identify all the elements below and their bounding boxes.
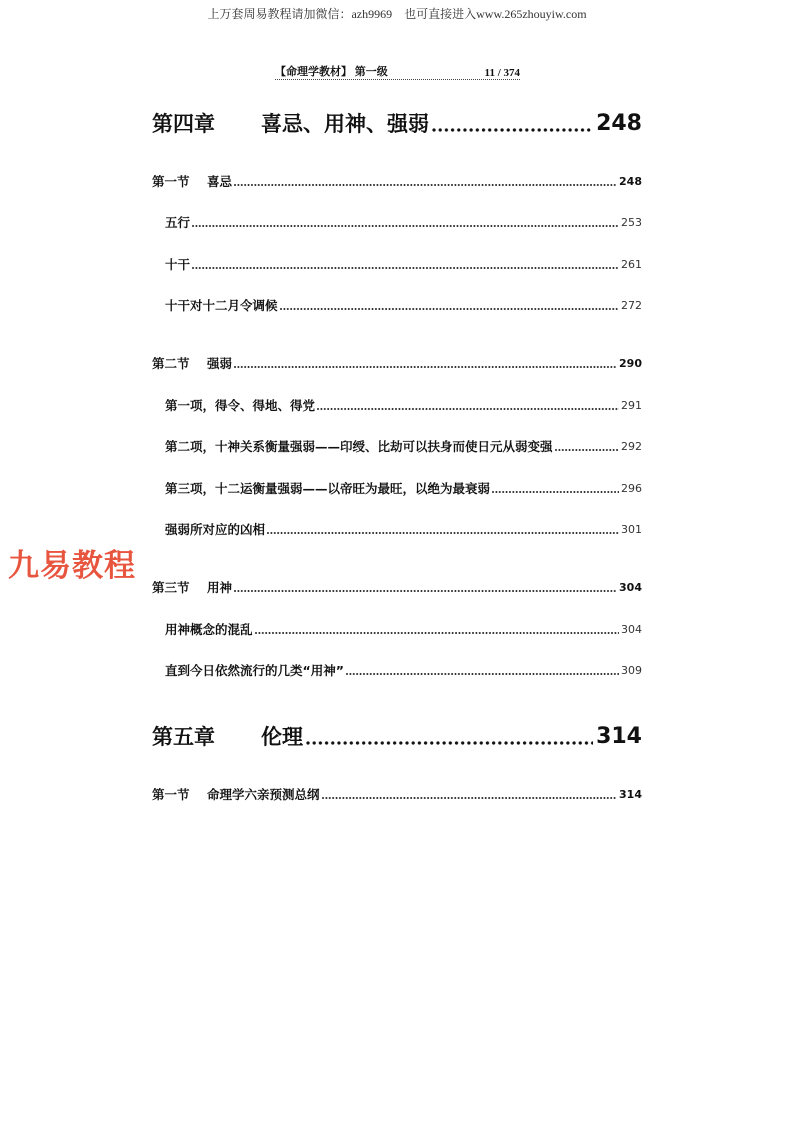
item-label: 十干对十二月令调候 bbox=[165, 298, 278, 313]
item-label: 强弱所对应的凶相 bbox=[165, 522, 266, 537]
section-title: 强弱 bbox=[207, 356, 233, 371]
chapter-page: 248 bbox=[596, 111, 642, 136]
item-page: 292 bbox=[621, 440, 642, 453]
dot-leader bbox=[346, 673, 619, 676]
toc-chapter-5[interactable] bbox=[152, 723, 642, 751]
item-page: 304 bbox=[621, 623, 642, 636]
item-label: 直到今日依然流行的几类“用神” bbox=[165, 663, 344, 678]
header-page-number: 11 / 374 bbox=[484, 67, 520, 79]
running-header bbox=[275, 64, 520, 80]
section-number: 第一节 bbox=[152, 174, 190, 189]
item-label: 第三项，十二运衡量强弱——以帝旺为最旺，以绝为最衰弱 bbox=[165, 481, 491, 496]
dot-leader bbox=[192, 225, 619, 228]
item-page: 253 bbox=[621, 216, 642, 229]
toc-chapter-4[interactable] bbox=[152, 110, 642, 138]
toc-section-5-1[interactable] bbox=[152, 787, 642, 803]
item-page: 301 bbox=[621, 523, 642, 536]
item-page: 272 bbox=[621, 299, 642, 312]
dot-leader bbox=[234, 366, 617, 369]
dot-leader bbox=[267, 532, 619, 535]
dot-leader bbox=[317, 408, 619, 411]
header-title: 【命理学教材】 第一级 bbox=[275, 66, 388, 78]
item-label: 十干 bbox=[165, 257, 191, 272]
chapter-number: 第四章 bbox=[152, 112, 215, 136]
section-title: 喜忌 bbox=[207, 174, 233, 189]
chapter-number: 第五章 bbox=[152, 725, 215, 749]
item-label: 五行 bbox=[165, 215, 191, 230]
item-label: 用神概念的混乱 bbox=[165, 622, 253, 637]
dot-leader bbox=[255, 632, 619, 635]
item-page: 291 bbox=[621, 399, 642, 412]
toc-item[interactable] bbox=[165, 522, 642, 538]
section-title: 命理学六亲预测总纲 bbox=[207, 787, 320, 802]
dot-leader bbox=[234, 590, 617, 593]
section-page: 304 bbox=[619, 581, 642, 594]
top-banner-note: 上万套周易教程请加微信：azh9969 也可直接进入www.265zhouyiw.com bbox=[207, 7, 587, 21]
item-label: 第一项，得令、得地、得党 bbox=[165, 398, 316, 413]
toc-item[interactable] bbox=[165, 439, 642, 455]
section-title: 用神 bbox=[207, 580, 233, 595]
section-page: 314 bbox=[619, 788, 642, 801]
dot-leader bbox=[234, 184, 617, 187]
toc-section-2[interactable] bbox=[152, 356, 642, 372]
section-page: 290 bbox=[619, 357, 642, 370]
section-page: 248 bbox=[619, 175, 642, 188]
toc-section-1[interactable] bbox=[152, 174, 642, 190]
toc-item[interactable] bbox=[165, 215, 642, 231]
dot-leader bbox=[192, 267, 619, 270]
chapter-title: 伦理 bbox=[261, 725, 303, 749]
section-number: 第三节 bbox=[152, 580, 190, 595]
toc-item[interactable] bbox=[165, 257, 642, 273]
dot-leader bbox=[555, 449, 619, 452]
toc-item[interactable] bbox=[165, 663, 642, 679]
item-page: 261 bbox=[621, 258, 642, 271]
dot-leader bbox=[492, 491, 619, 494]
dot-leader bbox=[306, 741, 593, 746]
dot-leader bbox=[322, 797, 618, 800]
item-page: 309 bbox=[621, 664, 642, 677]
dot-leader bbox=[432, 128, 593, 133]
chapter-title: 喜忌、用神、强弱 bbox=[261, 112, 429, 136]
toc-item[interactable] bbox=[165, 481, 642, 497]
toc-item[interactable] bbox=[165, 298, 642, 314]
toc-item[interactable] bbox=[165, 622, 642, 638]
section-number: 第一节 bbox=[152, 787, 190, 802]
dot-leader bbox=[280, 308, 619, 311]
toc-item[interactable] bbox=[165, 398, 642, 414]
item-label: 第二项，十神关系衡量强弱——印绶、比劫可以扶身而使日元从弱变强 bbox=[165, 439, 553, 454]
item-page: 296 bbox=[621, 482, 642, 495]
section-number: 第二节 bbox=[152, 356, 190, 371]
chapter-page: 314 bbox=[596, 724, 642, 749]
red-watermark-stamp: 九易教程 bbox=[8, 548, 136, 584]
toc-section-3[interactable] bbox=[152, 580, 642, 596]
